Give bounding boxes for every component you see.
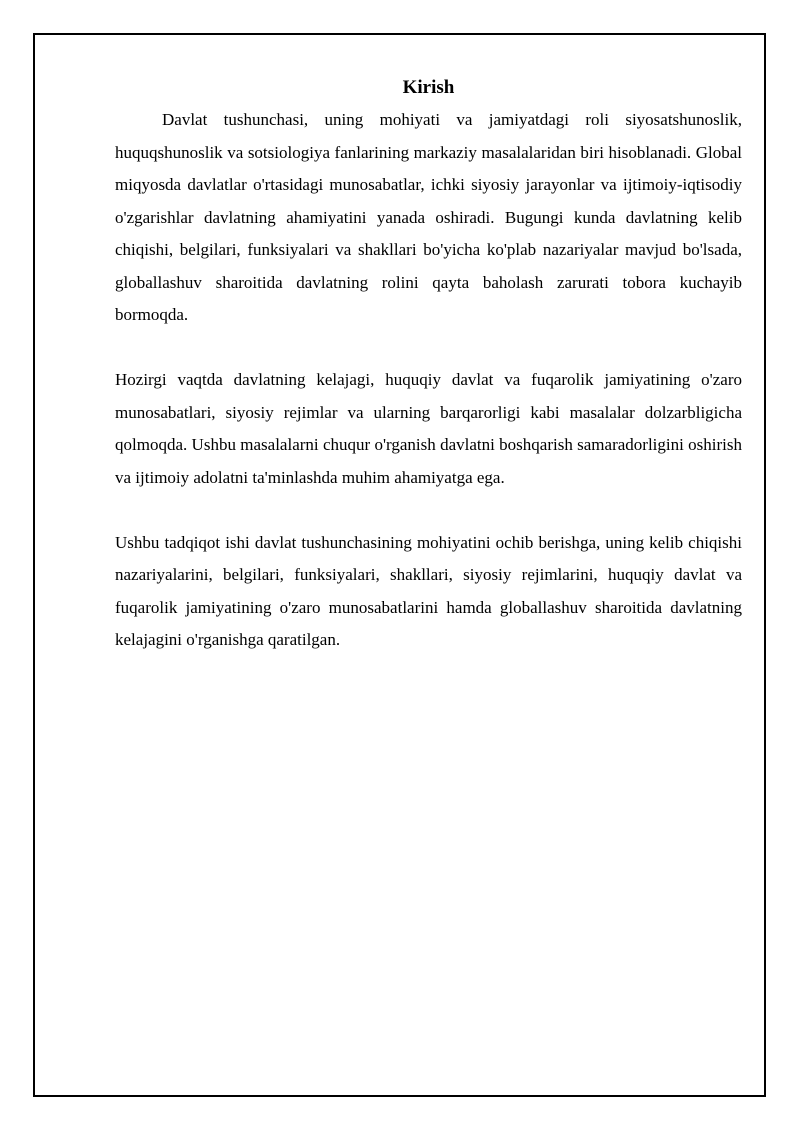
page-title: Kirish	[402, 77, 455, 98]
paragraph-2: Hozirgi vaqtda davlatning kelajagi, huquqiy davlat va fuqarolik jamiyatining o'zaro munosabatlari, siyosiy rejimlar va ularning barqarorligi kabi masalalar dolzarbligicha qolmoqda. Ushbu masalalarni chuqur o'rganish davlatni boshqarish samaradorligini oshirish va ijtimoiy adolatni ta'minlashda muhim ahamiyatga ega.	[115, 370, 742, 487]
paragraph-gap	[115, 332, 742, 365]
paragraph-3: Ushbu tadqiqot ishi davlat tushunchasining mohiyatini ochib berishga, uning kelib chiqishi nazariyalarini, belgilari, funksiyalari, shakllari, siyosiy rejimlarini, huquqiy davlat va fuqarolik jamiyatining o'zaro munosabatlarini hamda globallashuv sharoitida davlatning kelajagini o'rganishga qaratilgan.	[115, 532, 742, 649]
document-body	[115, 72, 742, 657]
paragraph-1: Davlat tushunchasi, uning mohiyati va jamiyatdagi roli siyosatshunoslik, huquqshunoslik va sotsiologiya fanlarining markaziy masalalaridan biri hisoblanadi. Global miqyosda davlatlar o'rtasidagi munosabatlar, ichki siyosiy jarayonlar va ijtimoiy-iqtisodiy o'zgarishlar davlatning ahamiyatini yanada oshiradi. Bugungi kunda davlatning kelib chiqishi, belgilari, funksiyalari va shakllari bo'yicha ko'plab nazariyalar mavjud bo'lsada, globallashuv sharoitida davlatning rolini qayta baholash zarurati tobora kuchayib bormoqda.	[115, 110, 742, 324]
paragraph-gap	[115, 494, 742, 527]
